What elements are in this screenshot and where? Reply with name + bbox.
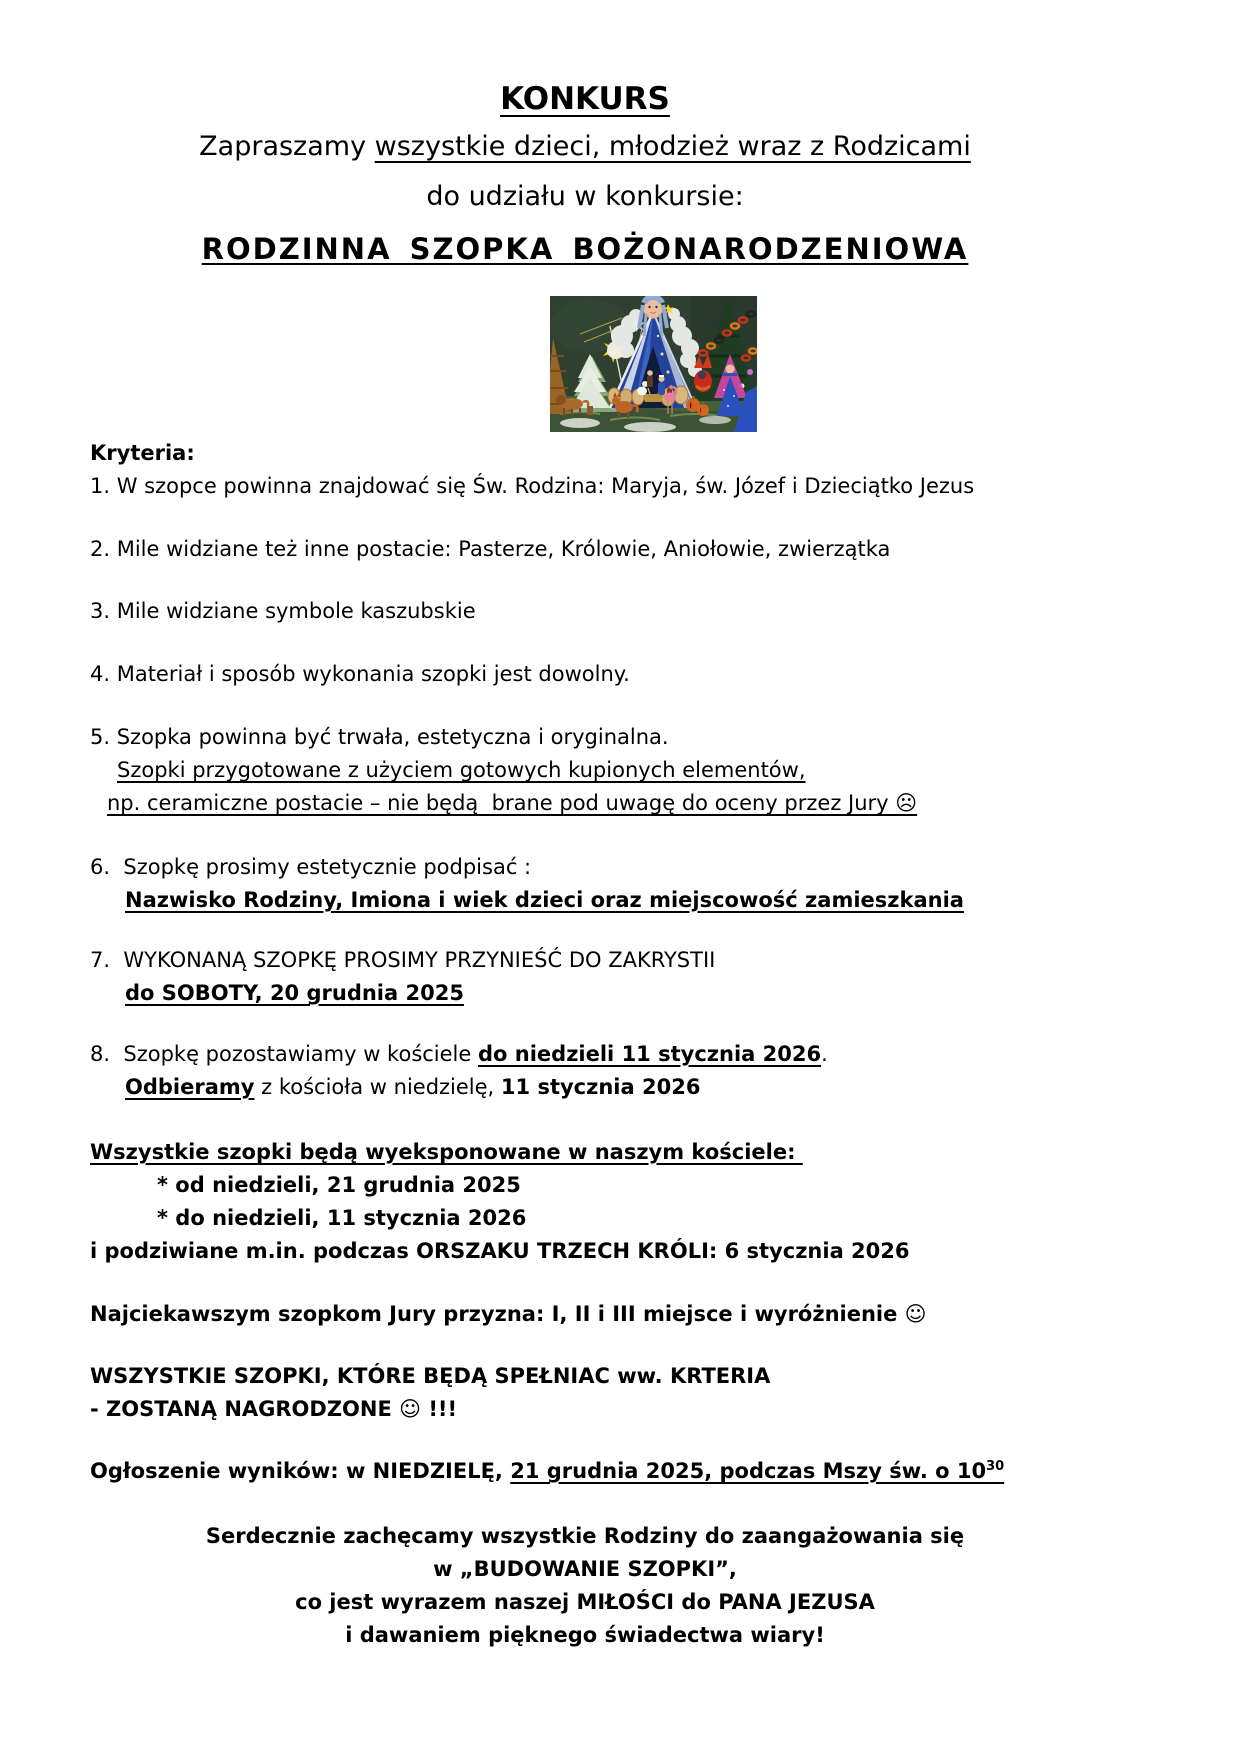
- pickup-middle: z kościoła w niedzielę,: [254, 1075, 501, 1099]
- doc-title-text: KONKURS: [500, 81, 670, 117]
- results-date: [510, 1459, 1004, 1483]
- criterion-7-deadline-text: do SOBOTY, 20 grudnia 2025: [125, 981, 464, 1005]
- criterion-6-signature-format: Nazwisko Rodziny, Imiona i wiek dzieci oraz miejscowość zamieszkania: [125, 888, 964, 912]
- jury-awards-line: Najciekawszym szopkom Jury przyzna: I, II i III miejsce i wyróżnienie ☺: [90, 1302, 927, 1326]
- nativity-photo-art: [550, 296, 757, 432]
- results-date-text: 21 grudnia 2025, podczas Mszy św. o 10: [510, 1459, 987, 1483]
- exhibition-date-from: * od niedzieli, 21 grudnia 2025: [157, 1173, 521, 1197]
- invite-line-prefix: Zapraszamy: [199, 131, 375, 162]
- criterion-2: 2. Mile widziane też inne postacie: Pasterze, Królowie, Aniołowie, zwierzątka: [90, 537, 891, 561]
- results-prefix: Ogłoszenie wyników: w NIEDZIELĘ,: [90, 1459, 511, 1483]
- invite-line-2: do udziału w konkursie:: [426, 181, 744, 212]
- contest-name: [90, 222, 1080, 276]
- nativity-photo: [550, 296, 757, 432]
- closing-line-3: co jest wyrazem naszej MIŁOŚCI do PANA JEZUSA: [295, 1590, 875, 1614]
- criterion-5-line-3: [90, 787, 1080, 820]
- closing-line-4: i dawaniem pięknego świadectwa wiary!: [345, 1623, 825, 1647]
- exhibition-parade-line: i podziwiane m.in. podczas ORSZAKU TRZECH KRÓLI: 6 stycznia 2026: [90, 1239, 910, 1263]
- criterion-5-line-2: [90, 754, 1080, 787]
- criterion-5-underlined-2: np. ceramiczne postacie – nie będą brane pod uwagę do oceny przez Jury ☹: [107, 791, 918, 815]
- results-announcement: [90, 1455, 1080, 1488]
- criterion-8-period: .: [821, 1042, 828, 1066]
- criterion-4: 4. Materiał i sposób wykonania szopki jest dowolny.: [90, 662, 630, 686]
- criterion-6-line-1: 6. Szopkę prosimy estetycznie podpisać :: [90, 855, 532, 879]
- criterion-6-line-2: [90, 884, 1080, 917]
- criterion-3: 3. Mile widziane symbole kaszubskie: [90, 599, 476, 623]
- criterion-1: 1. W szopce powinna znajdować się Św. Rodzina: Maryja, św. Józef i Dzieciątko Jezus: [90, 474, 975, 498]
- awards-note-line-2: - ZOSTANĄ NAGRODZONE ☺ !!!: [90, 1397, 458, 1421]
- doc-title: [90, 76, 1080, 122]
- pickup-date: 11 stycznia 2026: [500, 1075, 701, 1099]
- criteria-heading: Kryteria:: [90, 441, 195, 465]
- awards-note-line-1: WSZYSTKIE SZOPKI, KTÓRE BĘDĄ SPEŁNIAC ww. KRTERIA: [90, 1364, 771, 1388]
- criterion-7-line-1: 7. WYKONANĄ SZOPKĘ PROSIMY PRZYNIEŚĆ DO ZAKRYSTII: [90, 948, 716, 972]
- exhibition-date-to: * do niedzieli, 11 stycznia 2026: [157, 1206, 527, 1230]
- pickup-label: Odbieramy: [125, 1075, 255, 1099]
- exhibition-heading-text: Wszystkie szopki będą wyeksponowane w naszym kościele:: [90, 1140, 803, 1164]
- results-time-superscript: 30: [986, 1459, 1005, 1474]
- invite-line: [90, 122, 1080, 172]
- awards-note: [90, 1360, 1080, 1426]
- criterion-8-line-2: [90, 1071, 1080, 1104]
- criterion-7-deadline: [90, 977, 1080, 1010]
- exhibition-heading: [90, 1136, 1080, 1169]
- criterion-8: [90, 1038, 1080, 1104]
- criterion-8-date: do niedzieli 11 stycznia 2026: [478, 1042, 822, 1066]
- exhibition-block: [90, 1136, 1080, 1268]
- closing-line-2: w „BUDOWANIE SZOPKI”,: [433, 1557, 737, 1581]
- criterion-5-underlined-1: Szopki przygotowane z użyciem gotowych kupionych elementów,: [117, 758, 806, 782]
- contest-name-text: RODZINNA SZOPKA BOŻONARODZENIOWA: [201, 232, 969, 266]
- criterion-8-line-1: [90, 1038, 1080, 1071]
- closing-line-1: Serdecznie zachęcamy wszystkie Rodziny do zaangażowania się: [205, 1524, 965, 1548]
- criterion-5-line-1: 5. Szopka powinna być trwała, estetyczna i oryginalna.: [90, 725, 669, 749]
- criterion-6: [90, 851, 1080, 917]
- invite-line-underlined: wszystkie dzieci, młodzież wraz z Rodzicami: [374, 131, 971, 162]
- closing-block: [90, 1520, 1080, 1652]
- criterion-8-prefix: 8. Szopkę pozostawiamy w kościele: [90, 1042, 478, 1066]
- criterion-7: [90, 944, 1080, 1010]
- criterion-5: [90, 721, 1080, 820]
